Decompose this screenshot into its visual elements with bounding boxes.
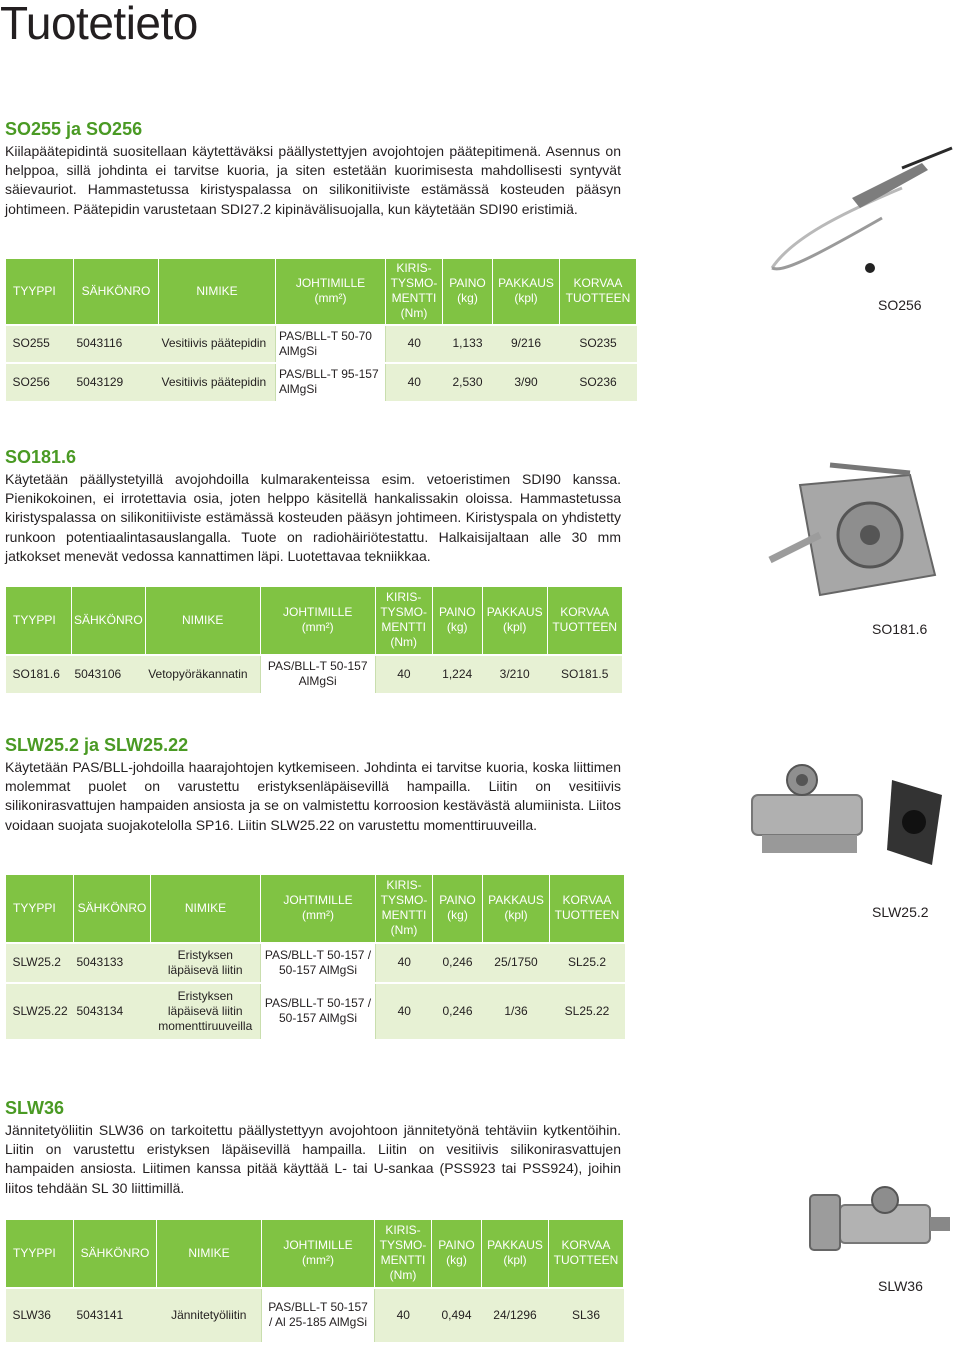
cell-weight: 0,246	[433, 983, 483, 1039]
section-slw36	[5, 1097, 621, 1198]
cell-torque: 40	[376, 983, 433, 1039]
cell-torque: 40	[376, 943, 433, 983]
col-nro: SÄHKÖNRO	[74, 875, 151, 943]
cell-name: Eristyksen läpäisevä liitin momenttiruuveilla	[151, 983, 261, 1039]
spec-table-so255	[5, 258, 637, 401]
cell-weight: 1,133	[443, 325, 493, 363]
spec-table-slw25	[5, 874, 625, 1039]
cell-weight: 0,494	[432, 1288, 482, 1342]
cell-name: Vesitiivis päätepidin	[159, 363, 276, 401]
cell-conductor: PAS/BLL-T 50-157 / Al 25-185 AlMgSi	[262, 1288, 375, 1342]
section-so181	[5, 446, 621, 566]
col-conductor: JOHTIMILLE (mm²)	[262, 1220, 375, 1288]
col-replaces: KORVAA TUOTTEEN	[560, 259, 637, 325]
cell-conductor: PAS/BLL-T 50-157 AlMgSi	[260, 655, 375, 693]
col-name: NIMIKE	[157, 1220, 262, 1288]
table-row	[6, 983, 625, 1039]
cell-replaces: SL36	[549, 1288, 624, 1342]
section-title: SLW25.2 ja SLW25.22	[5, 735, 189, 755]
so256-clamp-photo	[752, 118, 960, 288]
section-so255	[5, 118, 621, 219]
cell-pack: 24/1296	[482, 1288, 549, 1342]
table-row	[6, 325, 637, 363]
section-slw25	[5, 734, 621, 835]
cell-torque: 40	[386, 363, 443, 401]
slw36-connector-photo	[800, 1175, 955, 1275]
cell-conductor: PAS/BLL-T 50-157 / 50-157 AlMgSi	[261, 983, 376, 1039]
cell-nro: 5043106	[72, 655, 146, 693]
cell-replaces: SO236	[560, 363, 637, 401]
spec-table-slw36	[5, 1219, 624, 1342]
cell-weight: 1,224	[432, 655, 482, 693]
cell-type: SLW25.22	[6, 983, 74, 1039]
photo-caption: SLW25.2	[872, 904, 929, 920]
cell-name: Eristyksen läpäisevä liitin	[151, 943, 261, 983]
cell-name: Vesitiivis päätepidin	[159, 325, 276, 363]
section-description: Käytetään PAS/BLL-johdoilla haarajohtojen kytkemiseen. Johdinta ei tarvitse kuoria, koska liittimen molemmat puolet on varustettu eristyksenläpäisevillä hampailla. Liitin on vesitiivis silikonirasvattujen hampaiden ansiosta ja se on valmistettu korroosion kestävästä alumiinista. Liitos voidaan suojata suojakotelolla SP16. Liitin SLW25.22 on varustettu momenttiruuveilla.	[5, 759, 621, 833]
cell-name: Vetopyöräkannatin	[145, 655, 260, 693]
cell-nro: 5043141	[74, 1288, 157, 1342]
cell-weight: 2,530	[443, 363, 493, 401]
col-weight: PAINO (kg)	[443, 259, 493, 325]
table-header-row	[6, 259, 637, 325]
col-nro: SÄHKÖNRO	[72, 587, 146, 655]
slw25-connector-photo	[742, 740, 960, 900]
cell-weight: 0,246	[433, 943, 483, 983]
col-name: NIMIKE	[159, 259, 276, 325]
section-description: Käytetään päällystetyillä avojohdoilla kulmarakenteissa esim. vetoeristimen SDI90 kanssa. Pienikokoinen, ei irrotettavia osia, joten helppo käsitellä hankalissakin oloissa. Hammastetussa kiristyspalassa on silikonitiiviste estämässä kosteuden pääsyn johtimeen. Kiristyspala on yhdistetty runkoon potentiaalintasauslangalla. Tuote on radiohäiriötestattu. Halkaisijaltaan alle 30 mm jatkokset menevät vedossa kannattimen läpi. Luotettavaa tekniikkaa.	[5, 471, 621, 564]
col-type: TYYPPI	[6, 587, 72, 655]
cell-pack: 3/90	[493, 363, 560, 401]
photo-caption: SO256	[878, 297, 922, 313]
cell-pack: 3/210	[482, 655, 547, 693]
cell-torque: 40	[375, 1288, 432, 1342]
cell-replaces: SL25.2	[550, 943, 625, 983]
table-header-row	[6, 1220, 624, 1288]
table-row	[6, 1288, 624, 1342]
col-torque: KIRIS- TYSMO- MENTTI (Nm)	[375, 1220, 432, 1288]
cell-replaces: SO235	[560, 325, 637, 363]
section-title: SO181.6	[5, 447, 77, 467]
col-conductor: JOHTIMILLE (mm²)	[261, 875, 376, 943]
cell-nro: 5043116	[74, 325, 159, 363]
cell-torque: 40	[375, 655, 432, 693]
cell-nro: 5043134	[74, 983, 151, 1039]
col-nro: SÄHKÖNRO	[74, 259, 159, 325]
col-nro: SÄHKÖNRO	[74, 1220, 157, 1288]
col-torque: KIRIS- TYSMO- MENTTI (Nm)	[386, 259, 443, 325]
page-title: Tuotetieto	[0, 0, 198, 49]
section-description: Kiilapäätepidintä suositellaan käytettäväksi päällystettyjen avojohtojen päätepitimenä. Asennus on helppoa, sillä johdinta ei tarvitse kuoria, ja siten estetään kuorimisesta mahdollisesti syntyvät säievauriot. Hammastetussa kiristyspalassa on silikonitiiviste estämässä kosteuden pääsyn johtimeen. Päätepidin varustetaan SDI27.2 kipinävälisuojalla, kun käytetään SDI90 eristimiä.	[5, 143, 621, 217]
col-conductor: JOHTIMILLE (mm²)	[260, 587, 375, 655]
cell-conductor: PAS/BLL-T 95-157 AlMgSi	[276, 363, 386, 401]
cell-type: SLW25.2	[6, 943, 74, 983]
cell-nro: 5043133	[74, 943, 151, 983]
cell-pack: 25/1750	[483, 943, 550, 983]
col-pack: PAKKAUS (kpl)	[482, 587, 547, 655]
cell-torque: 40	[386, 325, 443, 363]
cell-replaces: SO181.5	[547, 655, 622, 693]
col-pack: PAKKAUS (kpl)	[483, 875, 550, 943]
cell-type: SO255	[6, 325, 74, 363]
table-row	[6, 363, 637, 401]
spec-table-so181	[5, 586, 623, 693]
col-pack: PAKKAUS (kpl)	[493, 259, 560, 325]
col-type: TYYPPI	[6, 259, 74, 325]
col-name: NIMIKE	[151, 875, 261, 943]
col-replaces: KORVAA TUOTTEEN	[549, 1220, 624, 1288]
cell-type: SO256	[6, 363, 74, 401]
col-weight: PAINO (kg)	[433, 875, 483, 943]
cell-pack: 9/216	[493, 325, 560, 363]
col-torque: KIRIS- TYSMO- MENTTI (Nm)	[376, 875, 433, 943]
col-replaces: KORVAA TUOTTEEN	[547, 587, 622, 655]
col-type: TYYPPI	[6, 875, 74, 943]
col-weight: PAINO (kg)	[432, 587, 482, 655]
cell-name: Jännitetyöliitin	[157, 1288, 262, 1342]
section-title: SO255 ja SO256	[5, 119, 143, 139]
cell-replaces: SL25.22	[550, 983, 625, 1039]
cell-conductor: PAS/BLL-T 50-157 / 50-157 AlMgSi	[261, 943, 376, 983]
table-header-row	[6, 875, 625, 943]
col-pack: PAKKAUS (kpl)	[482, 1220, 549, 1288]
photo-caption: SLW36	[878, 1278, 923, 1294]
col-torque: KIRIS- TYSMO- MENTTI (Nm)	[375, 587, 432, 655]
cell-type: SO181.6	[6, 655, 72, 693]
table-row	[6, 943, 625, 983]
col-conductor: JOHTIMILLE (mm²)	[276, 259, 386, 325]
col-weight: PAINO (kg)	[432, 1220, 482, 1288]
cell-type: SLW36	[6, 1288, 74, 1342]
col-replaces: KORVAA TUOTTEEN	[550, 875, 625, 943]
so181-pulley-photo	[760, 445, 960, 615]
table-row	[6, 655, 623, 693]
cell-pack: 1/36	[483, 983, 550, 1039]
cell-conductor: PAS/BLL-T 50-70 AlMgSi	[276, 325, 386, 363]
cell-nro: 5043129	[74, 363, 159, 401]
section-description: Jännitetyöliitin SLW36 on tarkoitettu päällystettyyn avojohtoon jännitetyönä tehtäviin kytkentöihin. Liitin on varustettu eristyksen läpäisevillä hampailla. Liitin on vesitiivis silikonirasvattujen hampaiden ansiosta. Liitimen kanssa pitää käyttää L- tai U-sankaa (PSS923 tai PSS924), joihin liitos tehdään SL 30 liittimillä.	[5, 1122, 621, 1196]
photo-caption: SO181.6	[872, 621, 928, 637]
section-title: SLW36	[5, 1098, 65, 1118]
table-header-row	[6, 587, 623, 655]
col-name: NIMIKE	[145, 587, 260, 655]
col-type: TYYPPI	[6, 1220, 74, 1288]
